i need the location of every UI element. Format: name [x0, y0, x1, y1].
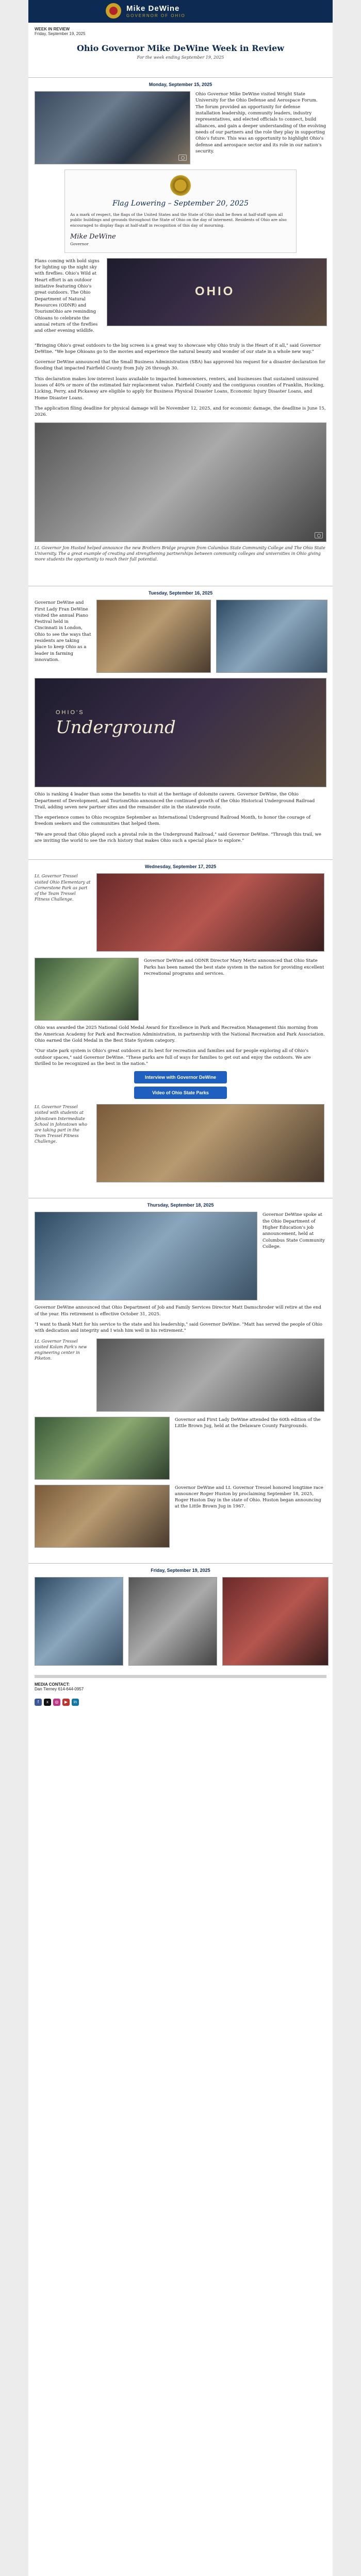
festival-photo-1: [96, 600, 211, 673]
banner-title: Underground: [56, 717, 176, 738]
monday-text-2: [28, 338, 333, 418]
wed-p1: Ohio was awarded the 2025 National Gold Medal Award for Excellence in Park and Recreation Management this morning from the American Academy for Park and Recreation Administration, in partnership with the National Recreation and Park Association. Ohio earned the Gold Medal in the Best State System category.: [35, 1025, 325, 1044]
huston-block: [28, 1485, 333, 1548]
little-brown-jug-photo: [35, 1417, 170, 1480]
page-title: Ohio Governor Mike DeWine Week in Review: [76, 43, 285, 53]
parks-block: [28, 958, 333, 1021]
festival-photo-2: [216, 600, 327, 673]
wed-side: Governor DeWine and ODNR Director Mary Mertz announced that Ohio State Parks has been named the best state system in the nation for providing excellent recreational programs and services.: [144, 958, 324, 977]
tue-p1: Ohio is ranking 4 leader than some the benefits to visit at the heritage of dolomite cavern. Governor DeWine, the Ohio Department of Development, and TourismOhio announced the continued growth of the Ohio Historical Underground Railroad Trail, adding seven new partner sites and the remainder site in the statewide route.: [35, 792, 315, 810]
bridge-program-photo: [35, 422, 326, 542]
day-heading-friday: Friday, September 19, 2025: [28, 1563, 333, 1573]
tue-p2: The experience comes to Ohio recognize September as International Underground Railroad Month, to honor the courage of freedom seekers and the communities that helped them.: [35, 815, 310, 827]
gym-photo: [96, 1104, 324, 1182]
ohio-wordmark: OHIO: [195, 284, 235, 298]
mon-p2: Plans coming with bold signs for lighting up the night sky with fireflies. Ohio's Wild at Heart effort is an outdoor initiative featuring Ohio's great outdoors. The Ohio Department of Natural Resources (ODNR) and TourismOhio are reminding Ohioans to celebrate the annual return of the fireflies and other evening wildlife.: [35, 258, 100, 334]
mon-p6: The application filing deadline for physical damage will be November 12, 2025, and for economic damage, the deadline is June 15, 2026.: [35, 406, 326, 418]
school-visit-photo: [96, 873, 324, 952]
tue-side: Governor DeWine and First Lady Fran DeWine visited the annual Piano Festival held in Cincinnati in London, Ohio to see the ways that residents are taking place to keep Ohio as a leader in farming innovation.: [35, 600, 91, 663]
header-subtitle: GOVERNOR OF OHIO: [126, 13, 186, 18]
newsletter-page: [28, 0, 333, 2576]
thu-caption-1: Lt. Governor Tressel visited Kolam Park's new engineering center in Piketon.: [35, 1338, 87, 1361]
linkedin-icon[interactable]: in: [72, 1699, 79, 1706]
interview-button[interactable]: Interview with Governor DeWine: [134, 1071, 227, 1083]
wed-p2: "Our state park system is Ohio's great outdoors at its best for recreation and families and for people exploring all of Ohio's outdoor spaces," said Governor DeWine. "These parks are full of ways for families to get out and enjoy the outdoors. We are thrilled to be recognized as the best in the nation.": [35, 1048, 311, 1066]
thu-side2: Governor and First Lady DeWine attended the 60th edition of the Little Brown Jug, held at the Delaware County Fairgrounds.: [175, 1417, 321, 1429]
tuesday-lead: [28, 600, 333, 673]
wednesday-lead: [28, 873, 333, 952]
thursday-side-text: [262, 1212, 326, 1300]
jug-text: [175, 1417, 326, 1480]
page-subtitle: For the week ending September 19, 2025: [137, 55, 224, 60]
proclamation-text: As a mark of respect, the flags of the United States and the State of Ohio shall be flown at half-staff upon all public buildings and grounds throughout the State of Ohio on the day of interment. Residents of Ohio are also encouraged to display flags at half-staff in recognition of this day of mourning.: [70, 212, 287, 228]
engineering-photo: [96, 1338, 324, 1412]
wed-caption-2: Lt. Governor Tressel visited with students at Johnstown Intermediate School in Johnstown who are taking part in the Team Tressel Fitness Challenge.: [35, 1105, 87, 1144]
instagram-icon[interactable]: ◎: [53, 1699, 60, 1706]
jug-block: [28, 1417, 333, 1480]
proclamation-title: Flag Lowering – September 20, 2025: [112, 199, 249, 208]
youtube-icon[interactable]: ▶: [62, 1699, 70, 1706]
header-name: Mike DeWine: [126, 4, 180, 13]
monday-text-1: [195, 91, 326, 164]
thu-side: Governor DeWine spoke at the Ohio Department of Higher Education's job announcement, held at Columbus State Community College.: [262, 1212, 325, 1249]
ohio-seal-icon: [106, 3, 121, 19]
friday-photo-2: [128, 1577, 217, 1666]
banner-pretitle: OHIO'S: [56, 709, 85, 716]
mon-p5: This declaration makes low-interest loans available to impacted homeowners, renters, and businesses that sustained uninsured losses of 40% or more of the estimated fair replacement value. Fairfield County and the contiguous counties of Franklin, Hocking, Licking, Perry, and Pickaway are eligible to apply for Business Physical Disaster Loans, Economic Injury Disaster Loans, and Home Disaster Loans.: [35, 376, 325, 401]
forum-photo: [35, 91, 190, 164]
tuesday-text: [28, 787, 333, 844]
friday-photo-3: [222, 1577, 329, 1666]
media-label: MEDIA CONTACT:: [35, 1682, 70, 1687]
facebook-icon[interactable]: f: [35, 1699, 42, 1706]
thu-p2: "I want to thank Matt for his service to the state and his leadership," said Governor DeWine. "Matt has served the people of Ohio with dedication and integrity and I wish him well in his retirement.": [35, 1321, 323, 1334]
photo-icon: [178, 155, 187, 161]
monday-lead: [28, 91, 333, 164]
x-icon[interactable]: x: [44, 1699, 51, 1706]
friday-lead: [28, 1577, 333, 1666]
signature: Mike DeWine: [70, 233, 116, 241]
wednesday-text: [28, 1021, 333, 1067]
mon-p3: "Bringing Ohio's great outdoors to the big screen is a great way to showcase why Ohio truly is the Heart of it all," said Governor DeWine. "We hope Ohioans go to the movies and experience the natural beauty and wonder of our state in a whole new way.": [35, 343, 321, 354]
top-meta: [28, 23, 333, 36]
day-heading-monday: Monday, September 15, 2025: [28, 77, 333, 87]
day-heading-wednesday: Wednesday, September 17, 2025: [28, 859, 333, 869]
mon-p4: Governor DeWine announced that the Small Business Administration (SBA) has approved his request for a disaster declaration for flooding that impacted Fairfield County from July 26 through 30.: [35, 360, 325, 371]
photo-icon: [315, 532, 323, 538]
wed-caption-1: Lt. Governor Tressel visited Ohio Elementary at Cornerstone Park as part of the Team Tressel Fitness Challenge.: [35, 874, 91, 902]
state-seal-icon: [170, 175, 191, 196]
flag-proclamation: [64, 170, 297, 253]
mon-p1: Ohio Governor Mike DeWine visited Wright State University for the Ohio Defense and Aerospace Forum. The forum provided an opportunity for defense installation leadership, community leaders, industry representatives, and elected officials to connect, build alliances, and gain a deeper understanding of the evolving needs of our partners and the role they play in supporting Ohio's future. This was an opportunity to highlight Ohio's defense and aerospace sector and its role in our nation's security.: [195, 92, 326, 154]
media-contact: [28, 1678, 333, 1696]
ohio-promo-photo: [107, 258, 327, 326]
thursday-text: [28, 1300, 333, 1334]
bridge-caption: Lt. Governor Jon Husted helped announce the new Brothers Bridge program from Columbus State Community College and The Ohio State University. The a great example of creating and strengthening partnerships between community colleges and universities in Ohio giving more students the opportunity to reach their full potential.: [35, 545, 325, 562]
header-banner: [28, 0, 333, 23]
wed-school-block: [28, 1104, 333, 1182]
parks-side-text: [144, 958, 326, 1021]
week-in-review-label: WEEK IN REVIEW: [35, 27, 70, 31]
day-heading-thursday: Thursday, September 18, 2025: [28, 1198, 333, 1208]
huston-text: [175, 1485, 326, 1548]
tue-p3: "We are proud that Ohio played such a pivotal role in the Underground Railroad," said Governor DeWine. "Through this trail, we are inviting the world to see the rich history that makes Ohio such a special place to explore.": [35, 832, 321, 844]
day-heading-tuesday: Tuesday, September 16, 2025: [28, 586, 333, 596]
signature-role: Governor: [70, 242, 89, 247]
firefly-block: [28, 258, 333, 338]
firefly-text: [35, 258, 102, 338]
social-links: [28, 1696, 333, 1709]
tuesday-side-text: [35, 600, 91, 673]
thu-side3: Governor DeWine and Lt. Governor Tressel honored longtime race announcer Roger Huston by proclaiming September 18, 2025, Roger Huston Day in the state of Ohio. Huston began announcing at the Little Brown Jug in 1967.: [175, 1485, 323, 1510]
media-line: Dan Tierney 614-644-0957: [35, 1686, 84, 1691]
parks-video-button[interactable]: Video of Ohio State Parks: [134, 1087, 227, 1099]
thursday-lead: [28, 1212, 333, 1300]
state-parks-photo: [35, 958, 139, 1021]
huston-photo: [35, 1485, 170, 1548]
issue-date: Friday, September 19, 2025: [35, 31, 86, 36]
underground-banner: [35, 678, 326, 787]
friday-photo-1: [35, 1577, 123, 1666]
higher-ed-photo: [35, 1212, 257, 1300]
thu-p1: Governor DeWine announced that Ohio Department of Job and Family Services Director Matt Damschroder will retire at the end of the year. His retirement is effective October 31, 2025.: [35, 1305, 321, 1317]
engineering-block: [28, 1338, 333, 1412]
